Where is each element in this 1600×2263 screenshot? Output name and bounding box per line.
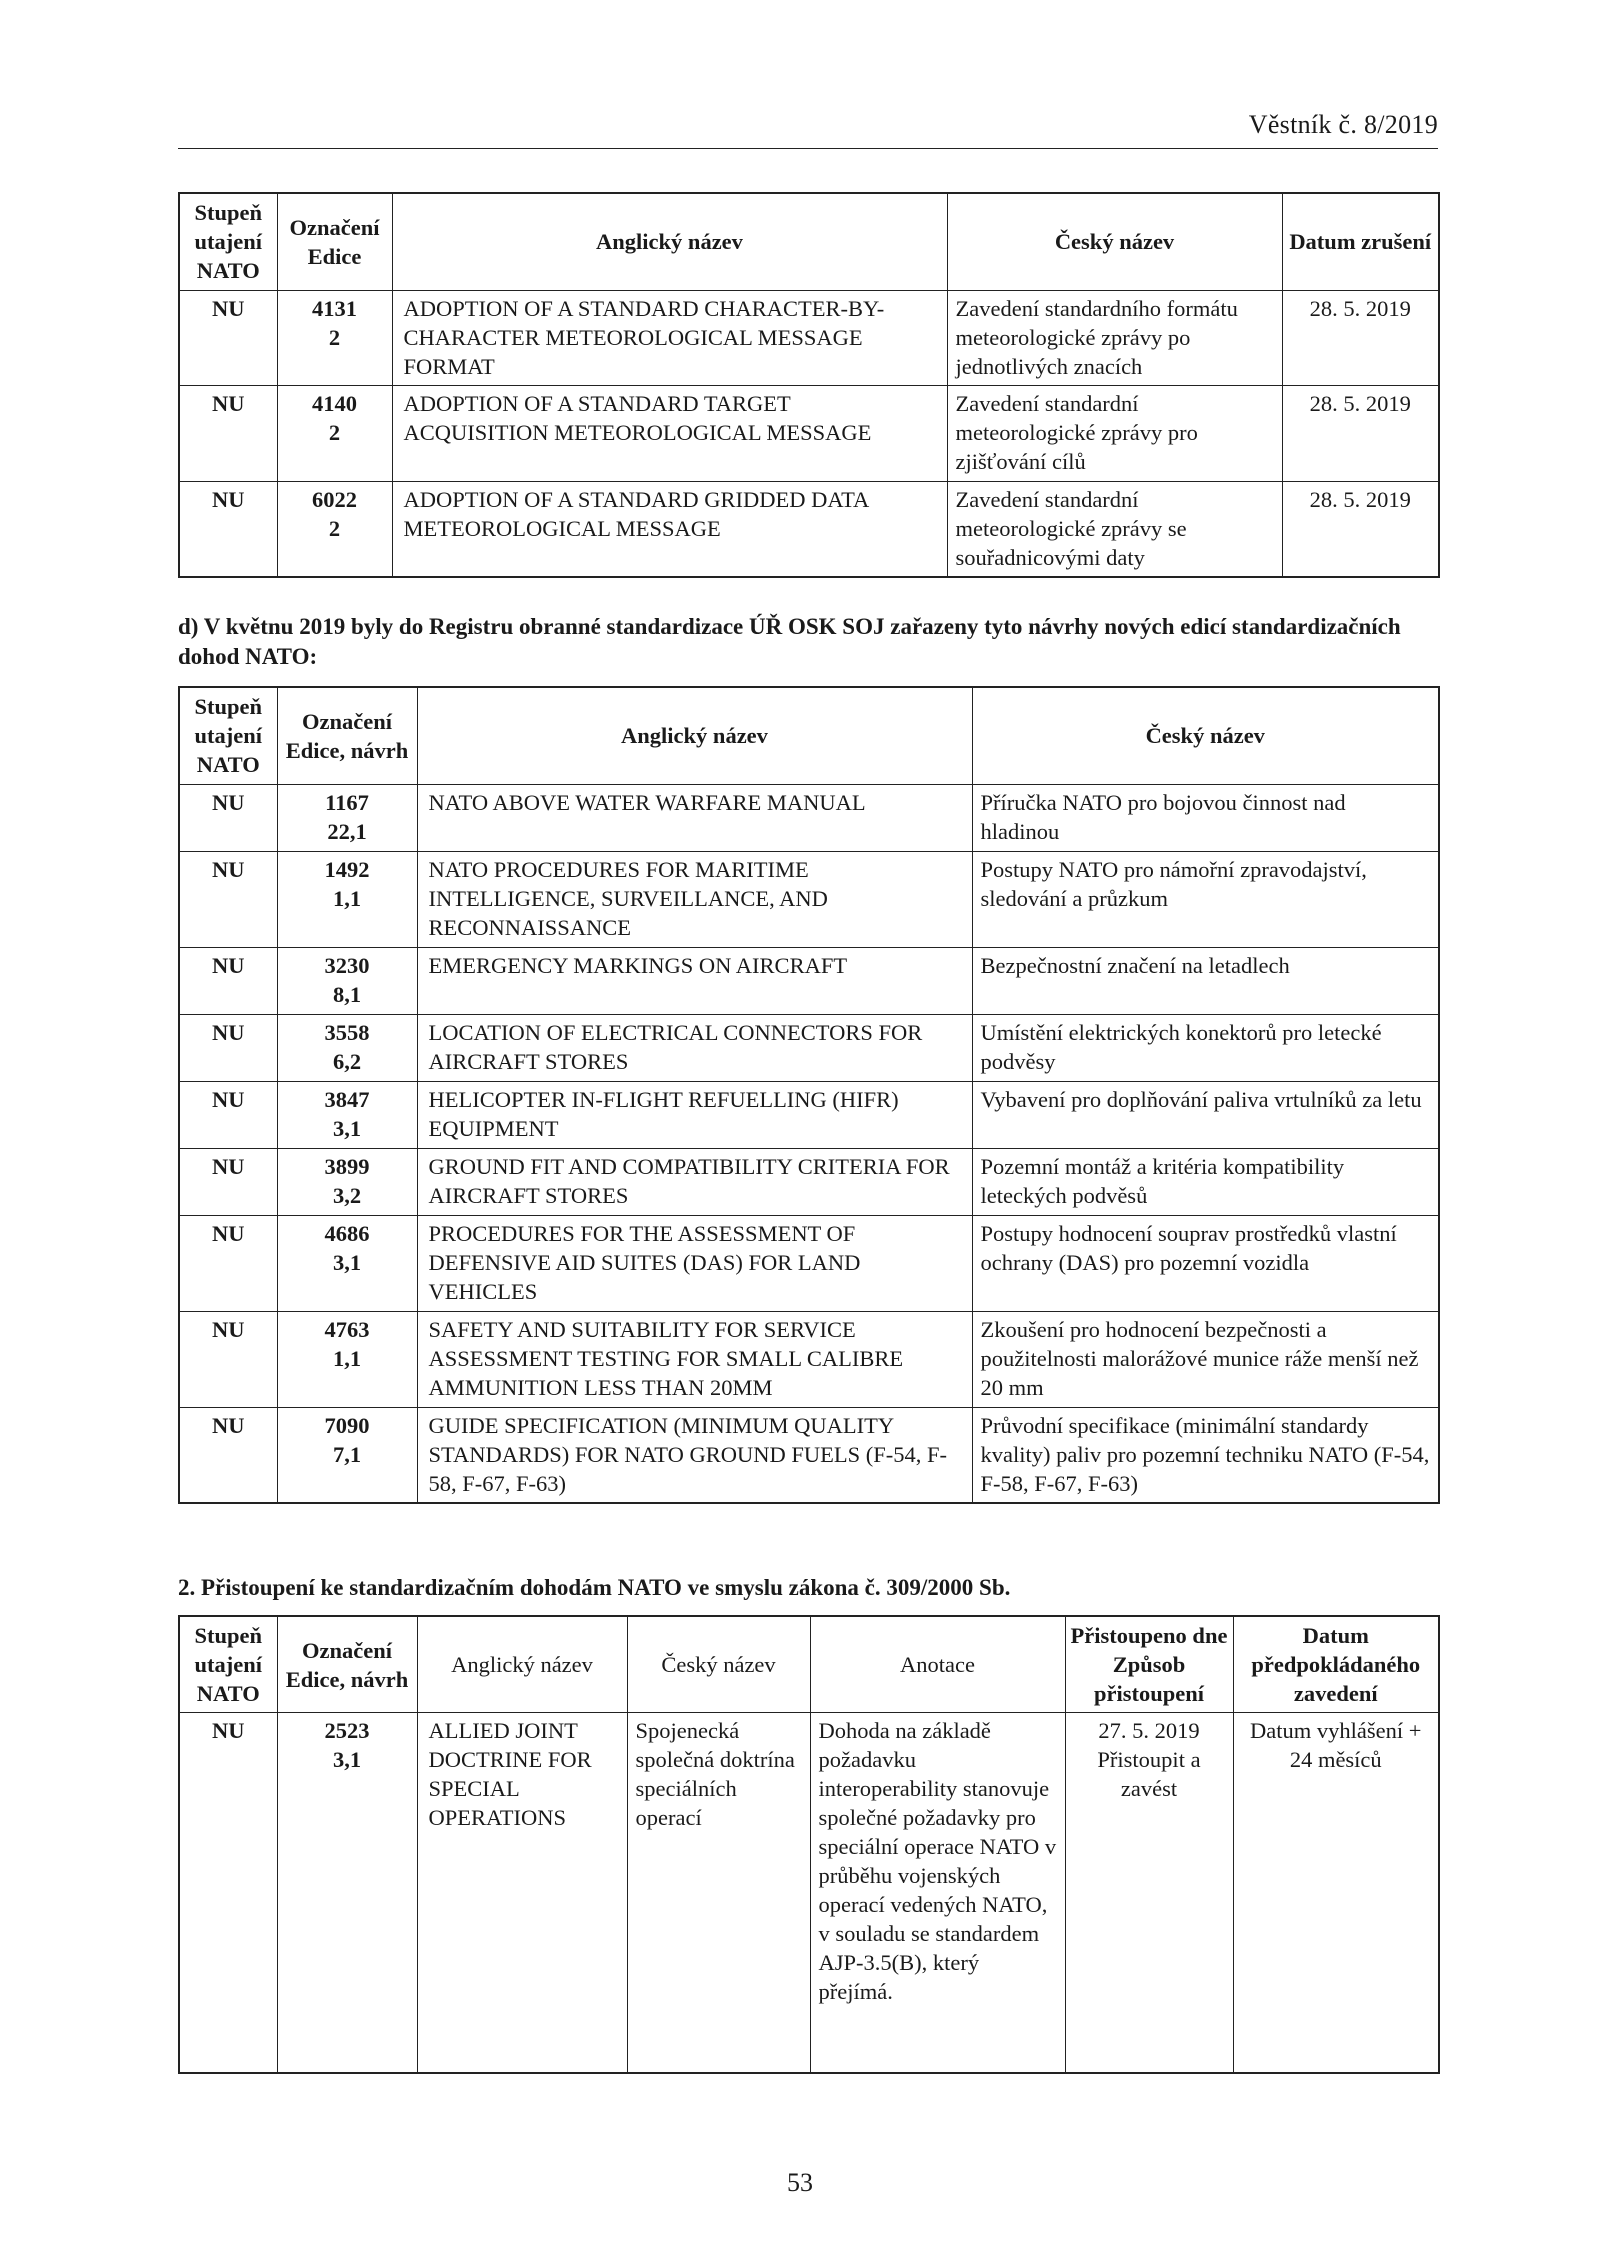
edition-cell: 6022 2 — [277, 481, 392, 577]
classification-cell: NU — [179, 1014, 277, 1081]
czech-title-cell: Bezpečnostní značení na letadlech — [972, 947, 1439, 1014]
english-title-cell: NATO PROCEDURES FOR MARITIME INTELLIGENCE, SURVEILLANCE, AND RECONNAISSANCE — [417, 851, 972, 947]
table-row — [179, 385, 1439, 481]
page-header: Věstník č. 8/2019 — [178, 110, 1438, 149]
col-header-czech-title: Český název — [627, 1616, 810, 1713]
col-header-english-title: Anglický název — [417, 687, 972, 784]
col-header-edition-draft: Označení Edice, návrh — [277, 1616, 417, 1713]
table-row — [179, 1713, 1439, 2073]
intro-date-cell: Datum vyhlášení + 24 měsíců — [1233, 1713, 1439, 2073]
col-header-english-title: Anglický název — [392, 193, 947, 290]
date-cell: 28. 5. 2019 — [1282, 385, 1439, 481]
col-header-edition: Označení Edice — [277, 193, 392, 290]
col-header-czech-title: Český název — [972, 687, 1439, 784]
col-header-english-title: Anglický název — [417, 1616, 627, 1713]
czech-title-cell: Postupy hodnocení souprav prostředků vlastní ochrany (DAS) pro pozemní vozidla — [972, 1215, 1439, 1311]
table-row — [179, 1014, 1439, 1081]
english-title-cell: PROCEDURES FOR THE ASSESSMENT OF DEFENSIVE AID SUITES (DAS) FOR LAND VEHICLES — [417, 1215, 972, 1311]
edition-cell: 4763 1,1 — [277, 1311, 417, 1407]
classification-cell: NU — [179, 1148, 277, 1215]
english-title-cell: ADOPTION OF A STANDARD CHARACTER-BY-CHARACTER METEOROLOGICAL MESSAGE FORMAT — [392, 290, 947, 385]
classification-cell: NU — [179, 290, 277, 385]
english-title-cell: LOCATION OF ELECTRICAL CONNECTORS FOR AIRCRAFT STORES — [417, 1014, 972, 1081]
czech-title-cell: Spojenecká společná doktrína speciálních operací — [627, 1713, 810, 2073]
english-title-cell: ADOPTION OF A STANDARD GRIDDED DATA METEOROLOGICAL MESSAGE — [392, 481, 947, 577]
czech-title-cell: Vybavení pro doplňování paliva vrtulníků za letu — [972, 1081, 1439, 1148]
col-header-classification: Stupeň utajení NATO — [179, 193, 277, 290]
classification-cell: NU — [179, 851, 277, 947]
page-number: 53 — [787, 2168, 813, 2197]
table-cancelled-standards — [178, 192, 1440, 578]
table-row — [179, 851, 1439, 947]
czech-title-cell: Umístění elektrických konektorů pro letecké podvěsy — [972, 1014, 1439, 1081]
classification-cell: NU — [179, 947, 277, 1014]
classification-cell: NU — [179, 1713, 277, 2073]
edition-cell: 4686 3,1 — [277, 1215, 417, 1311]
edition-cell: 1492 1,1 — [277, 851, 417, 947]
edition-cell: 3847 3,1 — [277, 1081, 417, 1148]
classification-cell: NU — [179, 385, 277, 481]
table-new-edition-drafts — [178, 686, 1440, 1504]
edition-cell: 3230 8,1 — [277, 947, 417, 1014]
table-row — [179, 1081, 1439, 1148]
classification-cell: NU — [179, 1215, 277, 1311]
table-row — [179, 1407, 1439, 1503]
czech-title-cell: Průvodní specifikace (minimální standardy kvality) paliv pro pozemní techniku NATO (F-54, F-58, F-67, F-63) — [972, 1407, 1439, 1503]
col-header-classification: Stupeň utajení NATO — [179, 1616, 277, 1713]
table-row — [179, 947, 1439, 1014]
english-title-cell: SAFETY AND SUITABILITY FOR SERVICE ASSESSMENT TESTING FOR SMALL CALIBRE AMMUNITION LESS THAN 20MM — [417, 1311, 972, 1407]
table-row — [179, 1148, 1439, 1215]
annotation-cell: Dohoda na základě požadavku interoperability stanovuje společné požadavky pro speciální operace NATO v průběhu vojenských operací vedených NATO, v souladu se standardem AJP-3.5(B), který přejímá. — [810, 1713, 1065, 2073]
table-accession — [178, 1615, 1440, 2074]
english-title-cell: EMERGENCY MARKINGS ON AIRCRAFT — [417, 947, 972, 1014]
english-title-cell: GROUND FIT AND COMPATIBILITY CRITERIA FOR AIRCRAFT STORES — [417, 1148, 972, 1215]
section-d-heading: d) V květnu 2019 byly do Registru obranné standardizace ÚŘ OSK SOJ zařazeny tyto návrhy nových edicí standardizačních dohod NATO: — [178, 614, 1401, 669]
english-title-cell: GUIDE SPECIFICATION (MINIMUM QUALITY STANDARDS) FOR NATO GROUND FUELS (F-54, F-58, F-67, F-63) — [417, 1407, 972, 1503]
col-header-intro-date: Datum předpokládaného zavedení — [1233, 1616, 1439, 1713]
czech-title-cell: Zavedení standardní meteorologické zprávy se souřadnicovými daty — [947, 481, 1282, 577]
section-2-heading: 2. Přistoupení ke standardizačním dohodám NATO ve smyslu zákona č. 309/2000 Sb. — [178, 1575, 1011, 1600]
czech-title-cell: Příručka NATO pro bojovou činnost nad hladinou — [972, 784, 1439, 851]
czech-title-cell: Zavedení standardního formátu meteorologické zprávy po jednotlivých znacích — [947, 290, 1282, 385]
table-row — [179, 1215, 1439, 1311]
classification-cell: NU — [179, 1407, 277, 1503]
edition-cell: 3899 3,2 — [277, 1148, 417, 1215]
edition-cell: 4140 2 — [277, 385, 392, 481]
date-cell: 28. 5. 2019 — [1282, 481, 1439, 577]
english-title-cell: HELICOPTER IN-FLIGHT REFUELLING (HIFR) EQUIPMENT — [417, 1081, 972, 1148]
col-header-czech-title: Český název — [947, 193, 1282, 290]
col-header-accession: Přistoupeno dne Způsob přistoupení — [1065, 1616, 1233, 1713]
edition-cell: 7090 7,1 — [277, 1407, 417, 1503]
classification-cell: NU — [179, 784, 277, 851]
col-header-edition-draft: Označení Edice, návrh — [277, 687, 417, 784]
accession-cell: 27. 5. 2019 Přistoupit a zavést — [1065, 1713, 1233, 2073]
czech-title-cell: Postupy NATO pro námořní zpravodajství, sledování a průzkum — [972, 851, 1439, 947]
classification-cell: NU — [179, 481, 277, 577]
english-title-cell: NATO ABOVE WATER WARFARE MANUAL — [417, 784, 972, 851]
edition-cell: 3558 6,2 — [277, 1014, 417, 1081]
table-row — [179, 784, 1439, 851]
col-header-classification: Stupeň utajení NATO — [179, 687, 277, 784]
table-row — [179, 481, 1439, 577]
table-row — [179, 290, 1439, 385]
edition-cell: 2523 3,1 — [277, 1713, 417, 2073]
edition-cell: 1167 22,1 — [277, 784, 417, 851]
classification-cell: NU — [179, 1081, 277, 1148]
table-row — [179, 1311, 1439, 1407]
date-cell: 28. 5. 2019 — [1282, 290, 1439, 385]
czech-title-cell: Zavedení standardní meteorologické zprávy pro zjišťování cílů — [947, 385, 1282, 481]
english-title-cell: ADOPTION OF A STANDARD TARGET ACQUISITION METEOROLOGICAL MESSAGE — [392, 385, 947, 481]
english-title-cell: ALLIED JOINT DOCTRINE FOR SPECIAL OPERATIONS — [417, 1713, 627, 2073]
czech-title-cell: Pozemní montáž a kritéria kompatibility leteckých podvěsů — [972, 1148, 1439, 1215]
czech-title-cell: Zkoušení pro hodnocení bezpečnosti a použitelnosti malorážové munice ráže menší než 20 mm — [972, 1311, 1439, 1407]
edition-cell: 4131 2 — [277, 290, 392, 385]
col-header-annotation: Anotace — [810, 1616, 1065, 1713]
classification-cell: NU — [179, 1311, 277, 1407]
col-header-cancel-date: Datum zrušení — [1282, 193, 1439, 290]
